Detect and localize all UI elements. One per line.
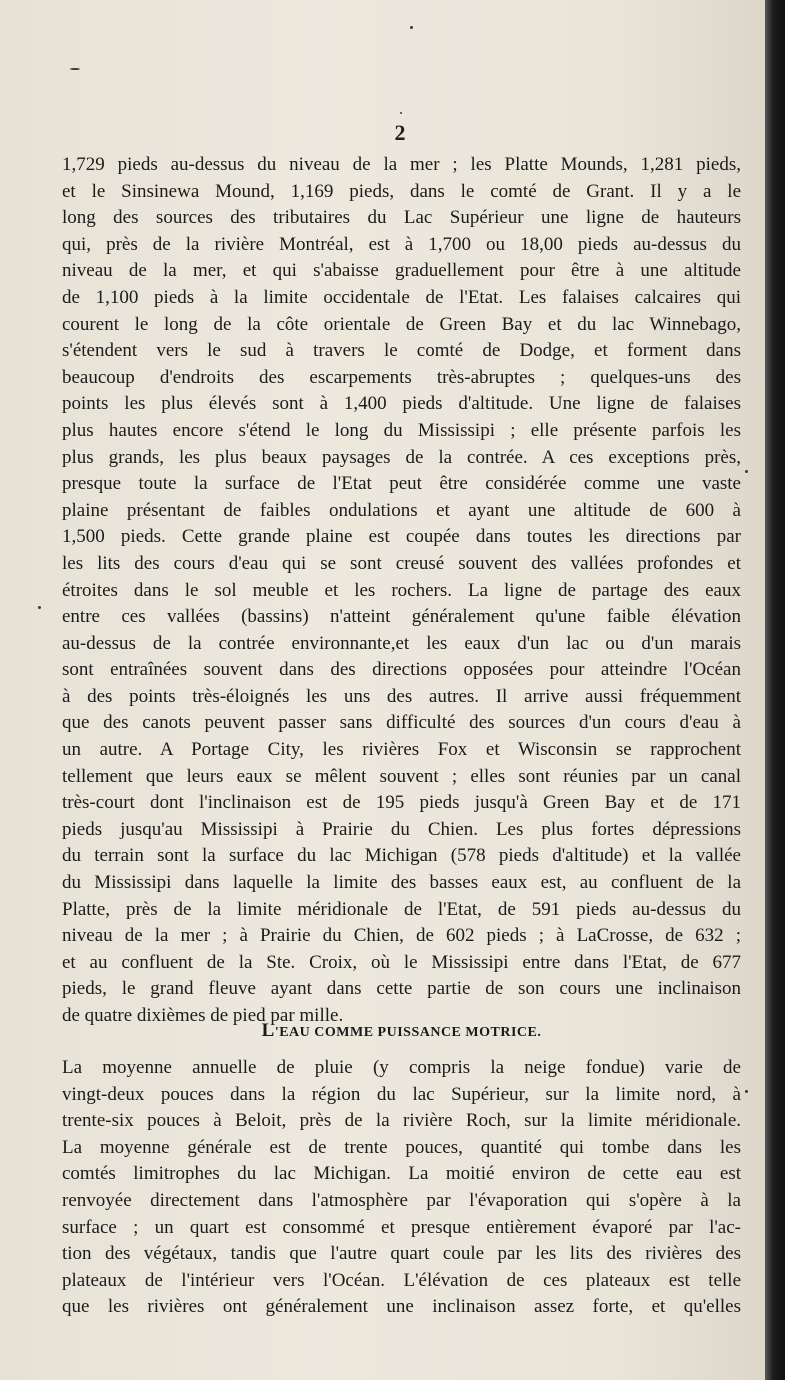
text-line: de 1,100 pieds à la limite occidentale de l'Etat. Les falaises calcaires qui: [62, 286, 741, 308]
text-line: pieds jusqu'au Mississipi à Prairie du Chien. Les plus fortes dépressions: [62, 818, 741, 840]
text-line: pieds, le grand fleuve ayant dans cette partie de son cours une inclinaison: [62, 978, 741, 1000]
text-line: très-court dont l'inclinaison est de 195 pieds jusqu'à Green Bay et de 171: [62, 792, 741, 814]
text-line: de quatre dixièmes de pied par mille.: [62, 1005, 344, 1026]
text-line: trente-six pouces à Beloit, près de la rivière Roch, sur la limite méridionale.: [62, 1110, 741, 1132]
section-heading-wrap: [62, 1020, 741, 1042]
text-line: étroites dans le sol meuble et les rochers. La ligne de partage des eaux: [62, 579, 741, 601]
text-line: niveau de la mer, et qui s'abaisse graduellement pour être à une altitude: [62, 260, 741, 282]
text-line: La moyenne générale est de trente pouces, quantité qui tombe dans les: [62, 1136, 741, 1158]
text-line: que les rivières ont généralement une inclinaison assez forte, et qu'elles: [62, 1296, 741, 1318]
ink-speck: [38, 606, 41, 609]
text-line: comtés limitrophes du lac Michigan. La moitié environ de cette eau est: [62, 1163, 741, 1185]
text-line: sont entraînées souvent dans des directions opposées pour atteindre l'Océan: [62, 659, 741, 681]
text-line: 1,729 pieds au-dessus du niveau de la mer ; les Platte Mounds, 1,281 pieds,: [62, 154, 741, 175]
text-line: La moyenne annuelle de pluie (y compris la neige fondue) varie de: [62, 1057, 741, 1078]
text-line: entre ces vallées (bassins) n'atteint généralement qu'une faible élévation: [62, 606, 741, 628]
text-line: presque toute la surface de l'Etat peut être considérée comme une vaste: [62, 473, 741, 495]
text-line: courent le long de la côte orientale de Green Bay et du lac Winnebago,: [62, 313, 741, 335]
text-line: plaine présentant de faibles ondulations et ayant une altitude de 600 à: [62, 499, 741, 521]
text-line: tion des végétaux, tandis que l'autre quart coule par les lits des rivières des: [62, 1243, 741, 1265]
text-line: renvoyée directement dans l'atmosphère par l'évaporation qui s'opère à la: [62, 1189, 741, 1211]
page-number: 2: [394, 120, 406, 145]
text-line: 1,500 pieds. Cette grande plaine est coupée dans toutes les directions par: [62, 526, 741, 548]
text-line: du terrain sont la surface du lac Michigan (578 pieds d'altitude) et la vallée: [62, 845, 741, 867]
ink-speck: [70, 68, 80, 70]
text-line: un autre. A Portage City, les rivières Fox et Wisconsin se rapprochent: [62, 739, 741, 761]
text-line: les lits des cours d'eau qui se sont creusé souvent des vallées profondes et: [62, 552, 741, 574]
text-line: à des points très-éloignés les uns des autres. Il arrive aussi fréquemment: [62, 685, 741, 707]
text-line: et au confluent de la Ste. Croix, où le Mississipi entre dans l'Etat, de 677: [62, 951, 741, 973]
text-line: beaucoup d'endroits des escarpements très-abruptes ; quelques-uns des: [62, 366, 741, 388]
text-line: tellement que leurs eaux se mêlent souvent ; elles sont réunies par un canal: [62, 765, 741, 787]
heading-text: 'EAU COMME PUISSANCE MOTRICE.: [274, 1025, 542, 1040]
text-line: du Mississipi dans laquelle la limite des basses eaux est, au confluent de la: [62, 872, 741, 894]
ink-speck: [745, 470, 748, 473]
heading-capital: L: [261, 1020, 275, 1041]
paragraph-topography: [62, 152, 741, 1030]
text-line: vingt-deux pouces dans la région du lac Supérieur, sur la limite nord, à: [62, 1083, 741, 1105]
text-line: que des canots peuvent passer sans difficulté des sources d'un cours d'eau à: [62, 712, 741, 734]
text-line: s'étendent vers le sud à travers le comté de Dodge, et forment dans: [62, 340, 741, 362]
book-binding-edge: [765, 0, 785, 1380]
text-line: points les plus élevés sont à 1,400 pieds d'altitude. Une ligne de falaises: [62, 393, 741, 415]
ink-speck: [745, 1090, 748, 1093]
section-heading: [261, 1020, 542, 1041]
text-line: Platte, près de la limite méridionale de l'Etat, de 591 pieds au-dessus du: [62, 898, 741, 920]
ink-speck: [400, 112, 402, 114]
text-line: plus grands, les plus beaux paysages de la contrée. A ces exceptions près,: [62, 446, 741, 468]
text-line: qui, près de la rivière Montréal, est à 1,700 ou 18,00 pieds au-dessus du: [62, 233, 741, 255]
text-line: niveau de la mer ; à Prairie du Chien, de 602 pieds ; à LaCrosse, de 632 ;: [62, 925, 741, 947]
ink-speck: [410, 26, 413, 29]
text-line: plus hautes encore s'étend le long du Mississipi ; elle présente parfois les: [62, 419, 741, 441]
text-line: surface ; un quart est consommé et presque entièrement évaporé par l'ac-: [62, 1216, 741, 1238]
text-line: et le Sinsinewa Mound, 1,169 pieds, dans le comté de Grant. Il y a le: [62, 180, 741, 202]
text-line: long des sources des tributaires du Lac Supérieur une ligne de hauteurs: [62, 207, 741, 229]
text-line: au-dessus de la contrée environnante,et les eaux d'un lac ou d'un marais: [62, 632, 741, 654]
text-line: plateaux de l'intérieur vers l'Océan. L'élévation de ces plateaux est telle: [62, 1269, 741, 1291]
paragraph-water-power: [62, 1055, 741, 1321]
